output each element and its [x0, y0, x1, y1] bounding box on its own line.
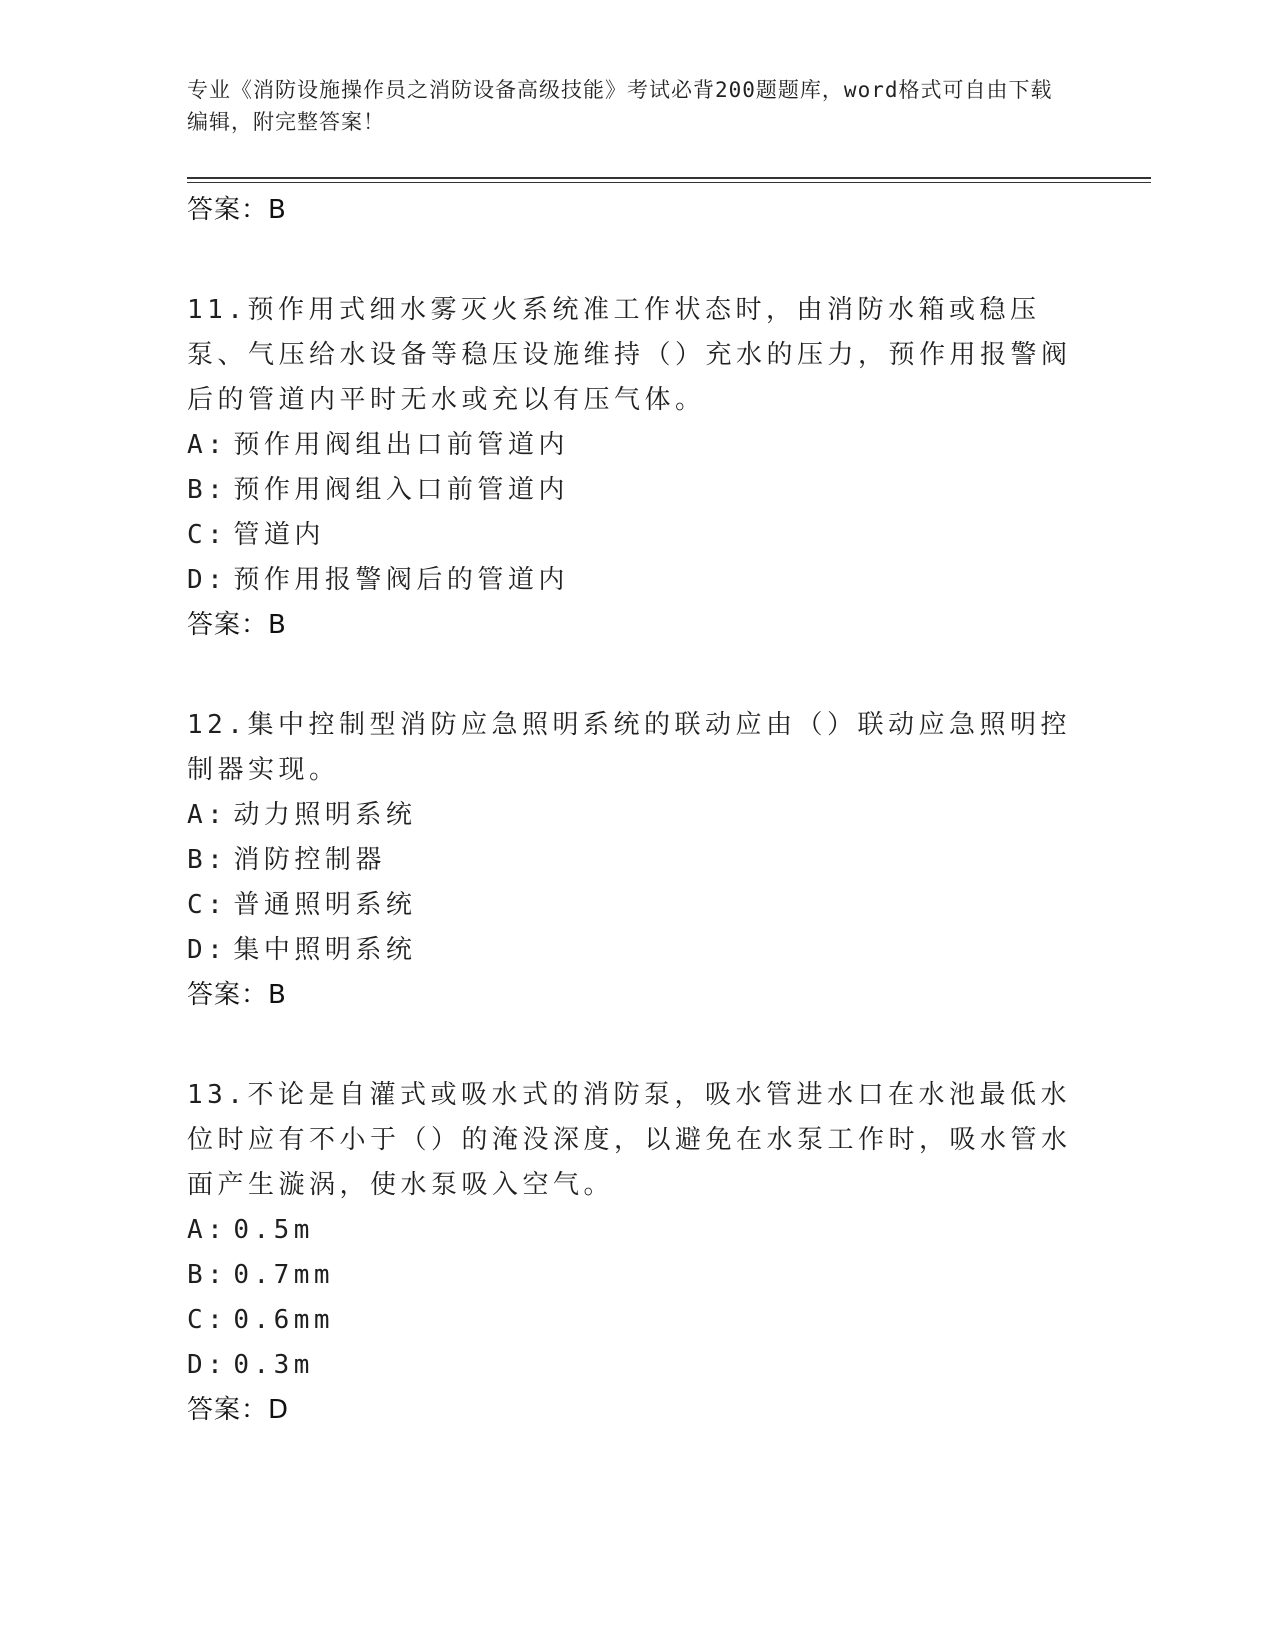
option-a: A: 预作用阀组出口前管道内 — [187, 430, 569, 460]
question-block — [187, 1073, 1087, 1432]
option-a: A: 0.5m — [187, 1215, 314, 1245]
answer-line: 答案：D — [187, 1395, 290, 1425]
option-c: C: 普通照明系统 — [187, 890, 417, 920]
option-d: D: 预作用报警阀后的管道内 — [187, 565, 569, 595]
option-b: B: 消防控制器 — [187, 845, 386, 875]
answer-line: 答案：B — [187, 980, 287, 1010]
question-block — [187, 703, 1087, 1017]
option-c: C: 管道内 — [187, 520, 325, 550]
option-b: B: 0.7mm — [187, 1260, 335, 1290]
option-d: D: 集中照明系统 — [187, 935, 417, 965]
question-list — [187, 188, 1087, 1432]
question-text: 12.集中控制型消防应急照明系统的联动应由（）联动应急照明控制器实现。 — [187, 710, 1071, 785]
question-text: 13.不论是自灌式或吸水式的消防泵，吸水管进水口在水池最低水位时应有不小于（）的淹没深度，以避免在水泵工作时，吸水管水面产生漩涡，使水泵吸入空气。 — [187, 1080, 1072, 1200]
question-block — [187, 288, 1087, 647]
question-text: 11.预作用式细水雾灭火系统准工作状态时，由消防水箱或稳压泵、气压给水设备等稳压设施维持（）充水的压力，预作用报警阀后的管道内平时无水或充以有压气体。 — [187, 295, 1072, 415]
header-divider-thin — [187, 182, 1151, 183]
previous-answer: 答案：B — [187, 195, 287, 225]
answer-line: 答案：B — [187, 610, 287, 640]
option-d: D: 0.3m — [187, 1350, 314, 1380]
option-b: B: 预作用阀组入口前管道内 — [187, 475, 569, 505]
option-c: C: 0.6mm — [187, 1305, 335, 1335]
header-divider-thick — [187, 177, 1151, 179]
document-header: 专业《消防设施操作员之消防设备高级技能》考试必背200题题库，word格式可自由下载编辑，附完整答案！ — [187, 78, 1053, 134]
option-a: A: 动力照明系统 — [187, 800, 417, 830]
